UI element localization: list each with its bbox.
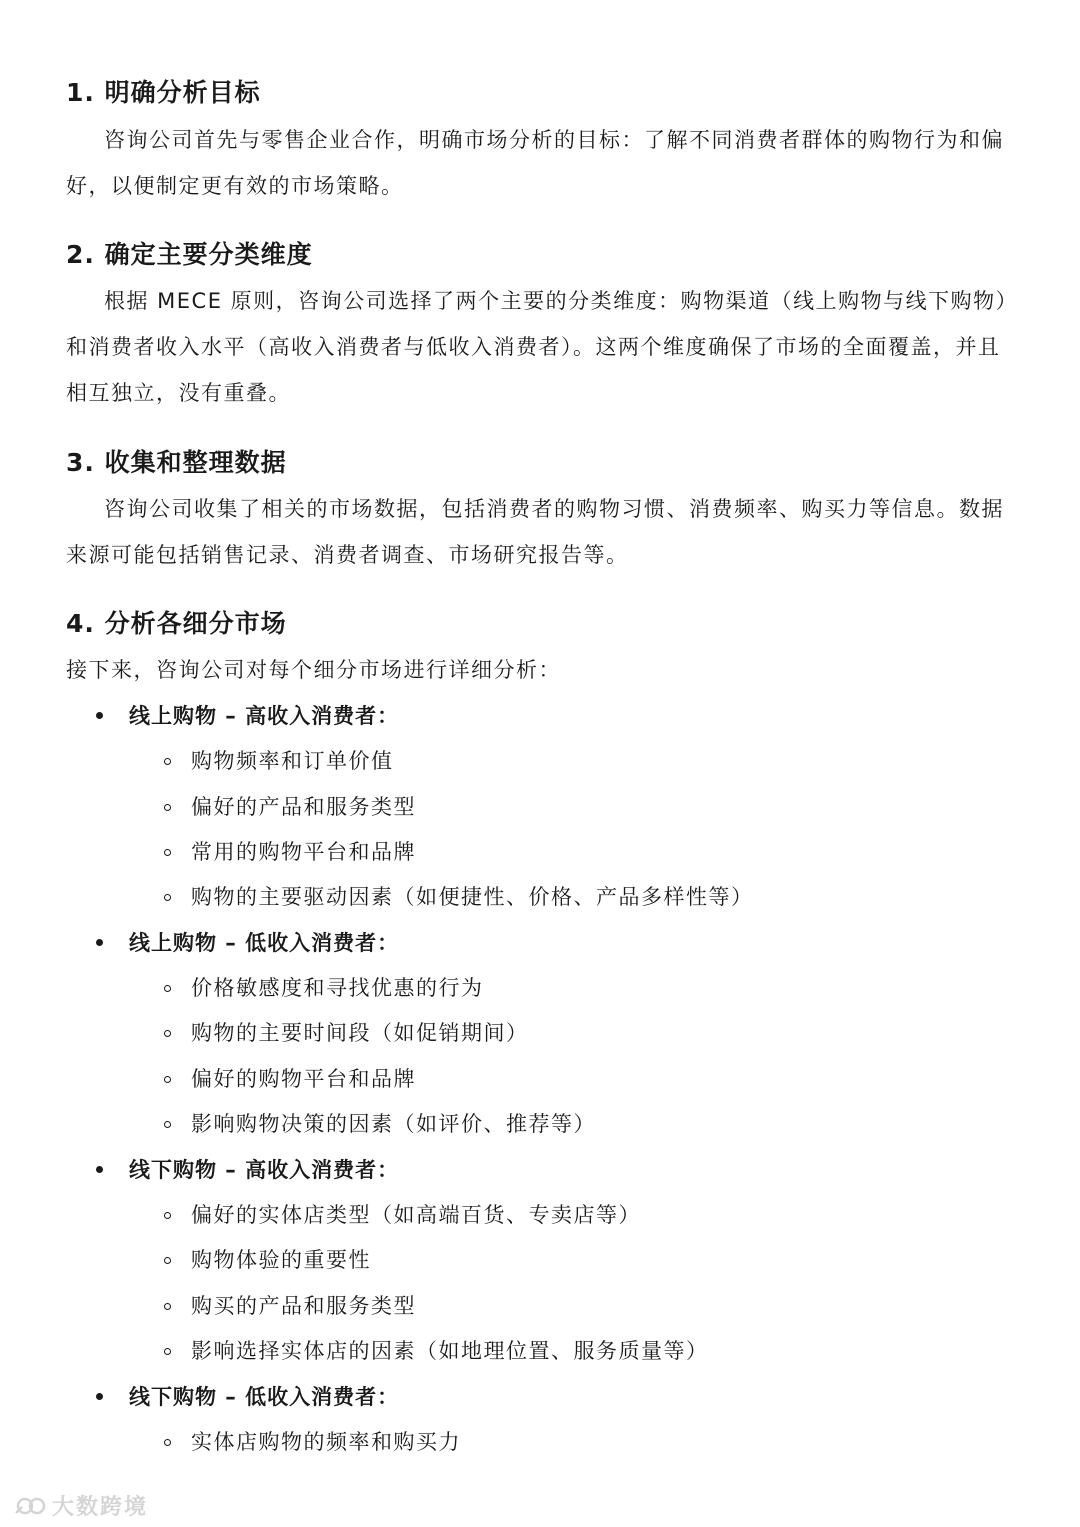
section-1-title: 1. 明确分析目标 — [66, 78, 261, 107]
bullet-icon — [96, 939, 103, 946]
segment-3-label: 线下购物 – 高收入消费者： — [96, 1155, 399, 1185]
segment-1-item: 常用的购物平台和品牌 — [164, 837, 416, 867]
circle-bullet-icon — [164, 1121, 171, 1128]
segment-3-item: 购买的产品和服务类型 — [164, 1291, 416, 1321]
circle-bullet-icon — [164, 849, 171, 856]
bullet-icon — [96, 1393, 103, 1400]
watermark-text: 大数跨境 — [52, 1495, 149, 1520]
segment-3-item: 偏好的实体店类型（如高端百货、专卖店等） — [164, 1200, 641, 1230]
circle-bullet-icon — [164, 1030, 171, 1037]
circle-bullet-icon — [164, 758, 171, 765]
circle-bullet-icon — [164, 1303, 171, 1310]
bullet-icon — [96, 712, 103, 719]
segment-1-item: 偏好的产品和服务类型 — [164, 792, 416, 822]
watermark — [14, 1490, 148, 1521]
segment-2-item: 偏好的购物平台和品牌 — [164, 1064, 416, 1094]
segment-3-item: 影响选择实体店的因素（如地理位置、服务质量等） — [164, 1336, 709, 1366]
segment-2-item: 购物的主要时间段（如促销期间） — [164, 1018, 529, 1048]
segment-2-item: 影响购物决策的因素（如评价、推荐等） — [164, 1109, 596, 1139]
segment-4-item: 实体店购物的频率和购买力 — [164, 1427, 461, 1457]
segment-3-item: 购物体验的重要性 — [164, 1245, 371, 1275]
section-3-title: 3. 收集和整理数据 — [66, 448, 287, 477]
bullet-icon — [96, 1166, 103, 1173]
circle-bullet-icon — [164, 1439, 171, 1446]
segment-1-item: 购物频率和订单价值 — [164, 746, 394, 776]
brand-logo-icon — [14, 1495, 48, 1517]
segment-4-label: 线下购物 – 低收入消费者： — [96, 1382, 399, 1412]
circle-bullet-icon — [164, 1076, 171, 1083]
section-3-body: 咨询公司收集了相关的市场数据，包括消费者的购物习惯、消费频率、购买力等信息。数据来源可能包括销售记录、消费者调查、市场研究报告等。 — [66, 497, 1004, 567]
circle-bullet-icon — [164, 894, 171, 901]
section-1-body: 咨询公司首先与零售企业合作，明确市场分析的目标：了解不同消费者群体的购物行为和偏好，以便制定更有效的市场策略。 — [66, 128, 1004, 198]
circle-bullet-icon — [164, 1348, 171, 1355]
circle-bullet-icon — [164, 985, 171, 992]
section-4-intro: 接下来，咨询公司对每个细分市场进行详细分析： — [66, 658, 561, 682]
section-2-body: 根据 MECE 原则，咨询公司选择了两个主要的分类维度：购物渠道（线上购物与线下购物）和消费者收入水平（高收入消费者与低收入消费者）。这两个维度确保了市场的全面覆盖，并且相互独立，没有重叠。 — [66, 289, 1019, 405]
circle-bullet-icon — [164, 1212, 171, 1219]
segment-2-item: 价格敏感度和寻找优惠的行为 — [164, 973, 484, 1003]
section-2-title: 2. 确定主要分类维度 — [66, 240, 313, 269]
segment-1-label: 线上购物 – 高收入消费者： — [96, 701, 399, 731]
segment-2-label: 线上购物 – 低收入消费者： — [96, 928, 399, 958]
circle-bullet-icon — [164, 804, 171, 811]
segment-1-item: 购物的主要驱动因素（如便捷性、价格、产品多样性等） — [164, 882, 754, 912]
circle-bullet-icon — [164, 1257, 171, 1264]
section-4-title: 4. 分析各细分市场 — [66, 609, 287, 638]
